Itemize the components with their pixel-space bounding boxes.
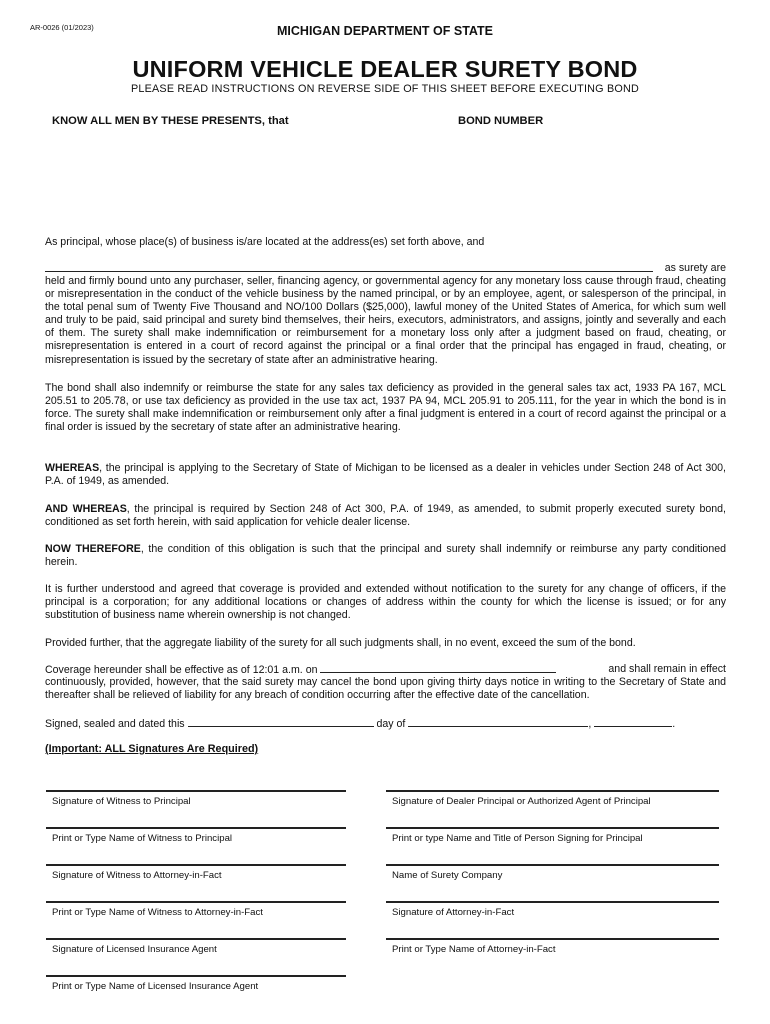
further-paragraph: It is further understood and agreed that coverage is provided and extended without notification to the surety for any change of officers, if the principal is a corporation; for any additional locations or changes of address within the county for which the license is issued; or for any substitution of business name wherein ownership is not changed. [45,583,726,622]
held-bound-paragraph: held and firmly bound unto any purchaser, seller, financing agency, or governmental agency for any monetary loss cause through fraud, cheating or misrepresentation in the conduct of the vehicle business by the named principal, or by an employee, agent, or salesperson of the principal, in the total penal sum of Twenty Five Thousand and NO/100 Dollars ($25,000), lawful money of the United States of America, for which sum well and truly to be paid, said principal and surety bind themselves, their heirs, executors, administrators, and assigns, jointly and severally and each of them. The surety shall make indemnification or reimbursement for a monetary loss only after a judgment based on fraud, cheating, or misrepresentation is entered in a court of record against the principal or a final order that the principal has engaged in fraud, cheating, or misrepresentation is issued by the secretary of state after an administrative hearing. [45,275,726,366]
now-therefore-text: , the condition of this obligation is such that the principal and surety shall indemnify or reimburse any party conditioned herein. [45,543,726,569]
important-note: (Important: ALL Signatures Are Required) [45,743,259,755]
signature-line-signature-of-witness-to-attorney-in-fact[interactable] [46,864,346,866]
signed-dated-line: Signed, sealed and dated this day of , . [45,718,676,730]
signature-label-print-or-type-name-of-licensed-insurance-agent: Print or Type Name of Licensed Insurance Agent [52,981,259,992]
signature-label-signature-of-witness-to-attorney-in-fact: Signature of Witness to Attorney-in-Fact [52,870,222,881]
and-whereas-paragraph [45,503,726,529]
whereas-label: WHEREAS [45,462,100,474]
form-code: AR-0026 (01/2023) [30,23,94,32]
signature-label-print-or-type-name-of-witness-to-principal: Print or Type Name of Witness to Principal [52,833,233,844]
sales-tax-paragraph: The bond shall also indemnify or reimburse the state for any sales tax deficiency as provided in the general sales tax act, 1933 PA 167, MCL 205.51 to 205.78, or use tax deficiency as provided in the use tax act, 1937 PA 94, MCL 205.91 to 205.111, for the year in which the bond is in force. The surety shall make indemnification or reimbursement only after a final judgment is entered in a court of record against the principal or a final order is issued by the secretary of state after an administrative hearing. [45,382,726,434]
and-whereas-text: , the principal is required by Section 248 of Act 300, P.A. of 1949, as amended, to submit properly executed surety bond, conditioned as set forth herein, with said application for vehicle dealer license. [45,503,726,529]
signed-prefix: Signed, sealed and dated this [45,718,185,730]
coverage-rest: continuously, provided, however, that the said surety may cancel the bond upon giving thirty days notice in writing to the Secretary of State and thereafter shall be relieved of liability for any breach of condition occurring after the effective date of the cancellation. [45,676,726,702]
signature-line-signature-of-attorney-in-fact[interactable] [386,901,719,903]
signature-line-print-or-type-name-of-witness-to-attorney-in-fact[interactable] [46,901,346,903]
signature-line-signature-of-dealer-principal-or-authorized-agent-of-principal[interactable] [386,790,719,792]
signature-label-name-of-surety-company: Name of Surety Company [392,870,503,881]
signature-line-name-of-surety-company[interactable] [386,864,719,866]
bond-number-label: BOND NUMBER [458,115,544,127]
signature-label-signature-of-attorney-in-fact: Signature of Attorney-in-Fact [392,907,515,918]
signed-year-field[interactable] [594,717,672,727]
coverage-prefix: Coverage hereunder shall be effective as of 12:01 a.m. on [45,664,318,676]
signature-label-print-or-type-name-of-witness-to-attorney-in-fact: Print or Type Name of Witness to Attorney-in-Fact [52,907,263,918]
coverage-suffix: and shall remain in effect [608,663,726,675]
signature-line-print-or-type-name-of-witness-to-principal[interactable] [46,827,346,829]
signature-line-signature-of-witness-to-principal[interactable] [46,790,346,792]
signature-label-signature-of-licensed-insurance-agent: Signature of Licensed Insurance Agent [52,944,217,955]
signature-line-signature-of-licensed-insurance-agent[interactable] [46,938,346,940]
whereas-paragraph [45,462,726,488]
signature-line-print-or-type-name-of-licensed-insurance-agent[interactable] [46,975,346,977]
department-name: MICHIGAN DEPARTMENT OF STATE [277,24,493,38]
instructions-subtitle: PLEASE READ INSTRUCTIONS ON REVERSE SIDE OF THIS SHEET BEFORE EXECUTING BOND [131,83,639,95]
page-title: UNIFORM VEHICLE DEALER SURETY BOND [132,56,638,82]
know-all-men-label: KNOW ALL MEN BY THESE PRESENTS, that [52,115,289,127]
signature-label-print-or-type-name-and-title-of-person-signing-for-principal: Print or type Name and Title of Person Signing for Principal [392,833,643,844]
signature-label-signature-of-witness-to-principal: Signature of Witness to Principal [52,796,191,807]
and-whereas-label: AND WHEREAS [45,503,127,515]
whereas-text: , the principal is applying to the Secretary of State of Michigan to be licensed as a dealer in vehicles under Section 248 of Act 300, P.A. of 1949, as amended. [45,462,726,488]
signature-label-print-or-type-name-of-attorney-in-fact: Print or Type Name of Attorney-in-Fact [392,944,556,955]
surety-name-field[interactable] [45,262,653,272]
surety-line-row [45,262,726,276]
coverage-first-line [45,663,726,677]
signed-day-field[interactable] [188,717,374,727]
now-therefore-label: NOW THEREFORE [45,543,141,555]
provided-paragraph: Provided further, that the aggregate liability of the surety for all such judgments shall, in no event, exceed the sum of the bond. [45,637,636,649]
surety-suffix: as surety are [664,262,726,274]
signature-line-print-or-type-name-of-attorney-in-fact[interactable] [386,938,719,940]
signature-line-print-or-type-name-and-title-of-person-signing-for-principal[interactable] [386,827,719,829]
principal-intro: As principal, whose place(s) of business is/are located at the address(es) set forth above, and [45,236,485,248]
signature-label-signature-of-dealer-principal-or-authorized-agent-of-principal: Signature of Dealer Principal or Authorized Agent of Principal [392,796,651,807]
now-therefore-paragraph [45,543,726,569]
coverage-date-field[interactable] [320,663,556,673]
signed-day-label: day of [376,718,406,730]
signed-month-field[interactable] [408,717,588,727]
